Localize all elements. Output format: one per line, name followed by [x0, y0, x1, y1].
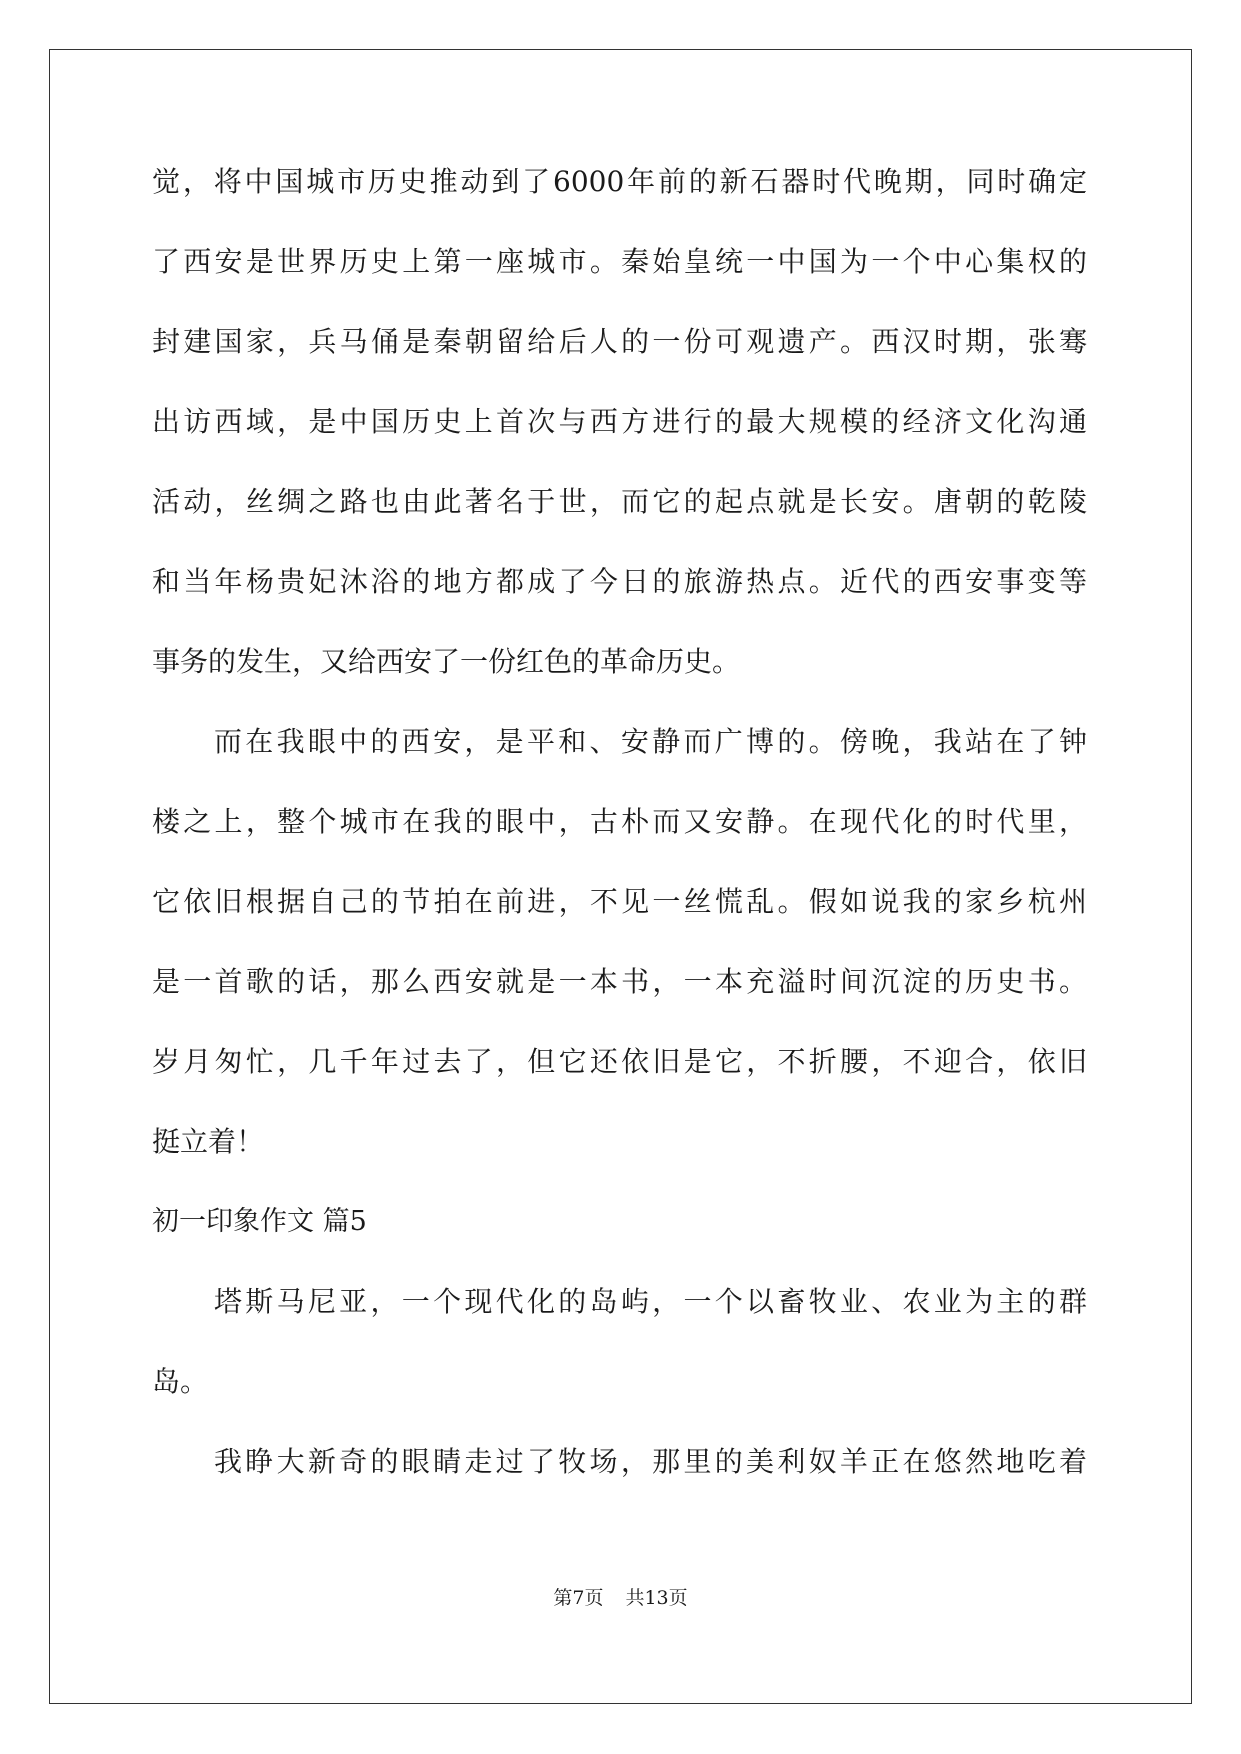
- page-number-current: 第7页: [553, 1587, 604, 1609]
- document-body: [152, 162, 1087, 1522]
- page-number-total: 共13页: [625, 1587, 688, 1609]
- text-line: 了西安是世界历史上第一座城市。秦始皇统一中国为一个中心集权的: [152, 245, 1087, 278]
- text-line: 出访西域，是中国历史上首次与西方进行的最大规模的经济文化沟通: [152, 405, 1087, 438]
- text-line: 活动，丝绸之路也由此著名于世，而它的起点就是长安。唐朝的乾陵: [152, 485, 1087, 518]
- text-line: 塔斯马尼亚，一个现代化的岛屿，一个以畜牧业、农业为主的群: [214, 1285, 1087, 1318]
- text-line: 楼之上，整个城市在我的眼中，古朴而又安静。在现代化的时代里，: [152, 805, 1087, 838]
- text-line: 岁月匆忙，几千年过去了，但它还依旧是它，不折腰，不迎合，依旧: [152, 1045, 1087, 1078]
- text-line: 和当年杨贵妃沐浴的地方都成了今日的旅游热点。近代的西安事变等: [152, 565, 1087, 598]
- text-line: 封建国家，兵马俑是秦朝留给后人的一份可观遗产。西汉时期，张骞: [152, 325, 1087, 358]
- text-line: 岛。: [152, 1365, 209, 1398]
- text-line: 是一首歌的话，那么西安就是一本书，一本充溢时间沉淀的历史书。: [152, 965, 1087, 998]
- text-line: 事务的发生，又给西安了一份红色的革命历史。: [152, 645, 741, 678]
- section-heading: 初一印象作文 篇5: [152, 1206, 367, 1237]
- text-line: 觉，将中国城市历史推动到了6000年前的新石器时代晚期，同时确定: [152, 165, 1087, 198]
- page-footer: [0, 1586, 1241, 1610]
- text-line: 而在我眼中的西安，是平和、安静而广博的。傍晚，我站在了钟: [214, 725, 1087, 758]
- text-line: 挺立着！: [152, 1125, 265, 1158]
- text-line: 我睁大新奇的眼睛走过了牧场，那里的美利奴羊正在悠然地吃着: [214, 1445, 1087, 1478]
- text-line: 它依旧根据自己的节拍在前进，不见一丝慌乱。假如说我的家乡杭州: [152, 885, 1087, 918]
